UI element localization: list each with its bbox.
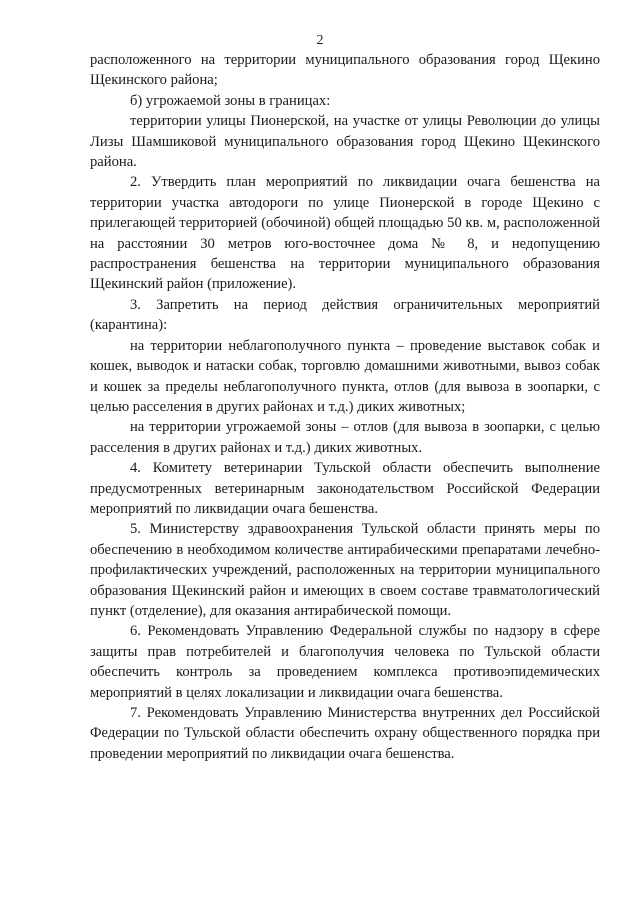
paragraph-item-2: 2. Утвердить план мероприятий по ликвидации очага бешенства на территории участка автодороги по улице Пионерской в городе Щекино с прилегающей территорией (обочиной) общей площадью 50 кв. м, расположенной на расстоянии 30 метров юго-восточнее дома № 8, и недопущению распространения бешенства на территории муниципального образования Щекинский район (приложение).	[90, 174, 600, 293]
page-number: 2	[316, 33, 324, 48]
paragraph-continuation: расположенного на территории муниципального образования город Щекино Щекинского района;	[90, 52, 600, 89]
paragraph-item-3-outbreak-point: на территории неблагополучного пункта – проведение выставок собак и кошек, выводок и натаски собак, торговлю домашними животными, вывоз собак и кошек за пределы неблагополучного пункта, отлов (для вывоза в зоопарки, с целью расселения в других районах и т.д.) диких животных;	[90, 337, 600, 415]
paragraph-item-6: 6. Рекомендовать Управлению Федеральной службы по надзору в сфере защиты прав потребителей и благополучия человека по Тульской области обеспечить контроль за проведением комплекса противоэпидемических мероприятий в целях локализации и ликвидации очага бешенства.	[90, 623, 600, 701]
paragraph-threatened-zone: б) угрожаемой зоны в границах:	[130, 92, 331, 109]
paragraph-item-5: 5. Министерству здравоохранения Тульской области принять меры по обеспечению в необходимом количестве антирабическими препаратами лечебно-профилактических учреждений, расположенных на территории муниципального образования Щекинский район и имеющих в своем составе травматологический пункт (отделение), для оказания антирабической помощи.	[90, 521, 600, 619]
document-body	[90, 50, 600, 764]
paragraph-item-3: 3. Запретить на период действия ограничительных мероприятий (карантина):	[90, 296, 600, 334]
paragraph-item-7: 7. Рекомендовать Управлению Министерства внутренних дел Российской Федерации по Тульской области обеспечить охрану общественного порядка при проведении мероприятий по ликвидации очага бешенства.	[90, 705, 600, 762]
paragraph-item-3-threatened-zone: на территории угрожаемой зоны – отлов (для вывоза в зоопарки, с целью расселения в других районах и т.д.) диких животных.	[90, 419, 600, 456]
paragraph-zone-boundaries: территории улицы Пионерской, на участке от улицы Революции до улицы Лизы Шамшиковой муниципального образования город Щекино Щекинского района.	[90, 113, 600, 171]
paragraph-item-4: 4. Комитету ветеринарии Тульской области обеспечить выполнение предусмотренных ветеринарным законодательством Российской Федерации мероприятий по ликвидации очага бешенства.	[90, 460, 600, 517]
